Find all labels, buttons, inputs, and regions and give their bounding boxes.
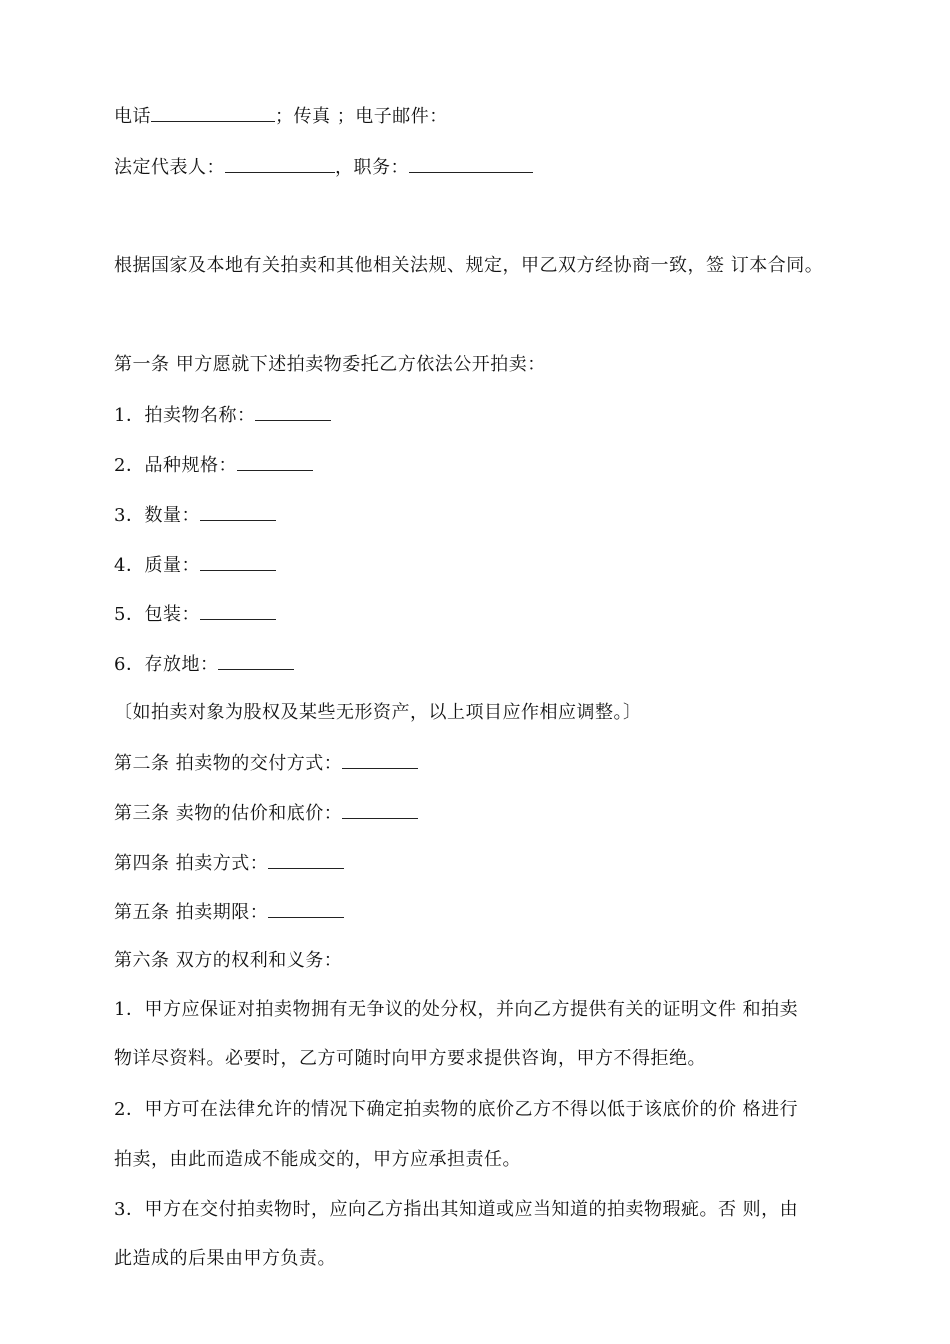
article1-item-3	[114, 502, 276, 528]
item-blank	[200, 502, 276, 521]
article5	[114, 899, 344, 925]
position-blank	[409, 154, 533, 173]
item-blank	[200, 552, 276, 571]
item-blank	[255, 402, 331, 421]
article6-title: 第六条 双方的权利和义务：	[114, 950, 343, 971]
article1-title: 第一条 甲方愿就下述拍卖物委托乙方依法公开拍卖：	[114, 354, 546, 375]
article6-p2-line1: 2．甲方可在法律允许的情况下确定拍卖物的底价乙方不得以低于该底价的价 格进行	[114, 1099, 799, 1120]
item-blank	[200, 601, 276, 620]
article2	[114, 750, 418, 776]
item-label: 1．拍卖物名称：	[114, 405, 256, 426]
article1-item-6	[114, 651, 294, 677]
item-label: 6．存放地：	[114, 654, 219, 675]
article4-blank	[268, 850, 344, 869]
item-blank	[218, 651, 294, 670]
article6-p1-line1: 1．甲方应保证对拍卖物拥有无争议的处分权，并向乙方提供有关的证明文件 和拍卖	[114, 999, 799, 1020]
item-label: 3．数量：	[114, 505, 200, 526]
article1-note: 〔如拍卖对象为股权及某些无形资产，以上项目应作相应调整。〕	[114, 702, 642, 723]
item-blank	[237, 452, 313, 471]
phone-label: 电话	[114, 106, 151, 127]
representative-label: 法定代表人：	[114, 157, 225, 178]
article4-label: 第四条 拍卖方式：	[114, 853, 269, 874]
article3-label: 第三条 卖物的估价和底价：	[114, 803, 343, 824]
article6-p2-line2: 拍卖，由此而造成不能成交的，甲方应承担责任。	[114, 1149, 521, 1170]
article6-p1-line2: 物详尽资料。必要时，乙方可随时向甲方要求提供咨询，甲方不得拒绝。	[114, 1048, 706, 1069]
article3-blank	[342, 800, 418, 819]
position-label: ，职务：	[335, 157, 409, 178]
representative-line	[114, 154, 533, 180]
article5-blank	[268, 899, 344, 918]
article2-blank	[342, 750, 418, 769]
representative-blank	[225, 154, 335, 173]
article1-item-4	[114, 552, 276, 578]
article6-p3-line1: 3．甲方在交付拍卖物时，应向乙方指出其知道或应当知道的拍卖物瑕疵。否 则，由	[114, 1199, 799, 1220]
item-label: 5．包装：	[114, 604, 200, 625]
item-label: 4．质量：	[114, 555, 200, 576]
article4	[114, 850, 344, 876]
phone-blank	[151, 103, 275, 122]
article1-item-2	[114, 452, 313, 478]
article2-label: 第二条 拍卖物的交付方式：	[114, 753, 343, 774]
article3	[114, 800, 418, 826]
article6-p3-line2: 此造成的后果由甲方负责。	[114, 1248, 336, 1269]
fax-email-label: ；传真 ；电子邮件：	[275, 106, 448, 127]
contact-line	[114, 103, 448, 129]
preamble: 根据国家及本地有关拍卖和其他相关法规、规定，甲乙双方经协商一致，签 订本合同。	[114, 255, 824, 276]
article1-item-5	[114, 601, 276, 627]
item-label: 2．品种规格：	[114, 455, 237, 476]
article1-item-1	[114, 402, 331, 428]
article5-label: 第五条 拍卖期限：	[114, 902, 269, 923]
